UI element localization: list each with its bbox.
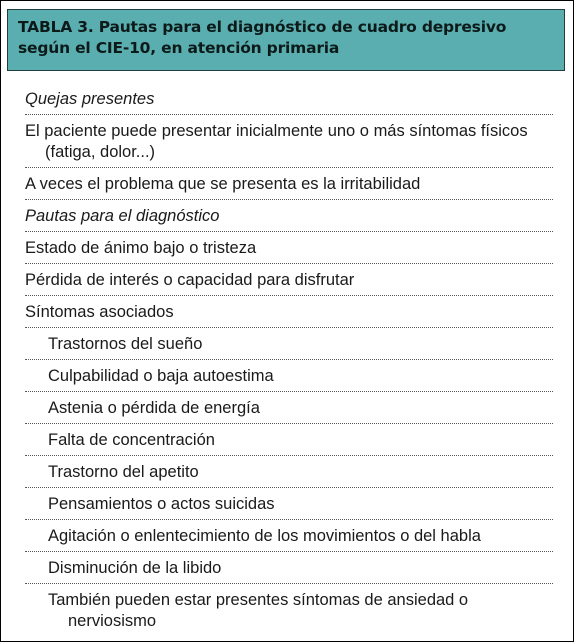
table-row: [25, 552, 553, 584]
row-text: Trastornos del sueño: [48, 335, 203, 353]
table-row: [25, 392, 553, 424]
row-text: Estado de ánimo bajo o tristeza: [25, 239, 257, 257]
table-row: [25, 232, 553, 264]
row-text: Astenia o pérdida de energía: [48, 399, 260, 417]
row-text: Trastorno del apetito: [48, 463, 199, 481]
row-text: También pueden estar presentes síntomas de ansiedad o nerviosismo: [48, 591, 469, 630]
table-row: [25, 264, 553, 296]
table-row: [25, 488, 553, 520]
table-row: [25, 328, 553, 360]
section-heading-pautas: [25, 200, 553, 232]
table-row: [25, 168, 553, 200]
row-text: A veces el problema que se presenta es la irritabilidad: [25, 175, 421, 193]
table-row: [25, 360, 553, 392]
row-text: Pérdida de interés o capacidad para disfrutar: [25, 271, 355, 289]
row-text: El paciente puede presentar inicialmente uno o más síntomas físicos (fatiga, dolor...): [25, 122, 528, 161]
row-text: Agitación o enlentecimiento de los movimientos o del habla: [48, 527, 481, 545]
row-text: Quejas presentes: [25, 90, 155, 108]
table-row: [25, 520, 553, 552]
table-row: [25, 424, 553, 456]
table-row: [25, 584, 553, 637]
table-title: [7, 9, 565, 71]
row-text: Disminución de la libido: [48, 559, 222, 577]
row-text: Pensamientos o actos suicidas: [48, 495, 275, 513]
table-row: [25, 296, 553, 328]
row-text: Culpabilidad o baja autoestima: [48, 367, 274, 385]
table-body: [25, 83, 553, 637]
section-heading-quejas: [25, 83, 553, 115]
table-row: [25, 456, 553, 488]
table-title-line-2: según el CIE-10, en atención primaria: [18, 39, 340, 57]
row-text: Falta de concentración: [48, 431, 215, 449]
row-text: Pautas para el diagnóstico: [25, 207, 220, 225]
table-title-line-1: TABLA 3. Pautas para el diagnóstico de cuadro depresivo: [18, 18, 507, 36]
row-text: Síntomas asociados: [25, 303, 174, 321]
table-row: [25, 115, 553, 168]
